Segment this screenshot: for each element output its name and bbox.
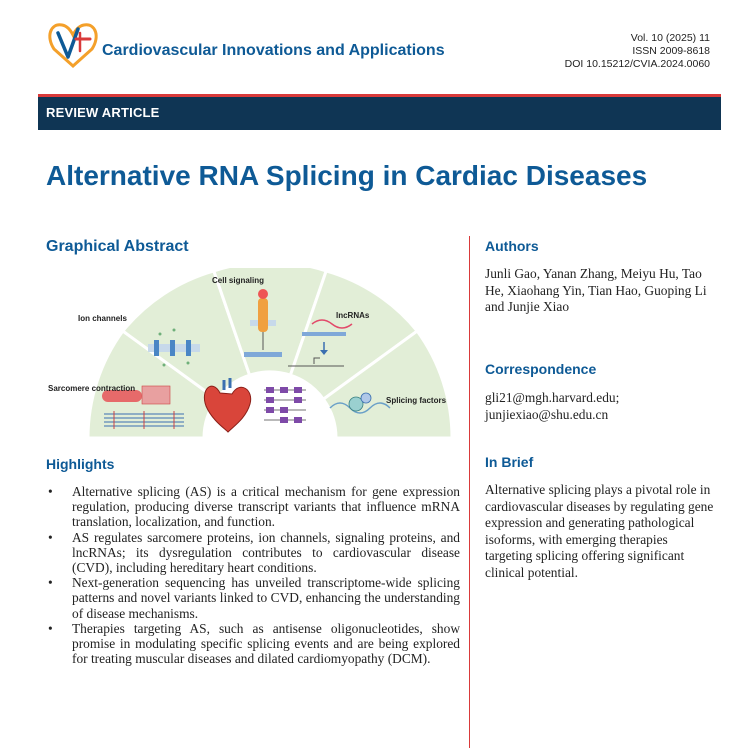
issn-text: ISSN 2009-8618 <box>632 45 710 57</box>
in-brief-heading: In Brief <box>485 454 534 470</box>
correspondence-heading: Correspondence <box>485 361 597 377</box>
authors-heading: Authors <box>485 238 539 254</box>
highlights-list <box>46 484 460 666</box>
article-title: Alternative RNA Splicing in Cardiac Diseases <box>46 160 648 191</box>
highlight-text: Therapies targeting AS, such as antisense oligonucleotides, show promise in modulating specific splicing events and are being explored for treating muscular diseases and dilated cardiomyopathy (DCM). <box>72 620 460 667</box>
bullet-icon: • <box>48 575 53 591</box>
correspondence-email-1[interactable]: gli21@mgh.harvard.edu; <box>485 390 620 405</box>
article-type-label: REVIEW ARTICLE <box>46 105 160 120</box>
segment-label-cell-signaling: Cell signaling <box>212 276 265 285</box>
highlight-text: Alternative splicing (AS) is a critical mechanism for gene expression regulation, producing diverse transcript variants that influence mRNA translation, localization, and function. <box>72 484 460 530</box>
journal-logo <box>44 19 102 69</box>
doi-link[interactable]: DOI 10.15212/CVIA.2024.0060 <box>564 58 710 70</box>
bullet-icon: • <box>48 620 53 636</box>
highlight-item <box>46 621 460 667</box>
highlights-heading: Highlights <box>46 456 115 472</box>
segment-label-sarcomere: Sarcomere contraction <box>48 384 136 393</box>
volume-text: Vol. 10 (2025) 11 <box>630 32 710 44</box>
authors-text: Junli Gao, Yanan Zhang, Meiyu Hu, Tao He, Xiaohang Yin, Tian Hao, Guoping Li and Junjie Xiao <box>485 266 707 315</box>
highlight-item <box>46 530 460 576</box>
segment-label-ion-channels: Ion channels <box>78 314 127 323</box>
highlight-text: Next-generation sequencing has unveiled transcriptome-wide splicing patterns and novel variants linked to CVD, enhancing the understanding of disease mechanisms. <box>72 575 460 621</box>
highlight-text: AS regulates sarcomere proteins, ion channels, signaling proteins, and lncRNAs; its dysregulation contributes to cardiovascular disease (CVD), including hereditary heart conditions. <box>72 529 460 576</box>
graphical-abstract-heading: Graphical Abstract <box>46 238 189 255</box>
bullet-icon: • <box>48 484 53 499</box>
segment-label-splicing-factors: Splicing factors <box>386 396 447 405</box>
isoform-illustration <box>264 387 306 423</box>
journal-name: Cardiovascular Innovations and Applications <box>102 42 445 59</box>
column-divider <box>469 236 470 748</box>
article-type-band <box>38 94 721 130</box>
segment-label-lncrnas: lncRNAs <box>336 311 370 320</box>
correspondence-email-2[interactable]: junjiexiao@shu.edu.cn <box>485 407 609 422</box>
bullet-icon: • <box>48 529 53 545</box>
in-brief-text: Alternative splicing plays a pivotal role in cardiovascular diseases by regulating gene expression and generating pathological isoforms, with emerging therapies targeting splicing offering significant clinical potential. <box>485 482 714 580</box>
splicing-fan-diagram <box>44 268 458 443</box>
citation-meta <box>565 32 710 71</box>
highlight-item <box>46 484 460 530</box>
highlight-item <box>46 575 460 621</box>
graphical-abstract-figure <box>44 268 458 443</box>
